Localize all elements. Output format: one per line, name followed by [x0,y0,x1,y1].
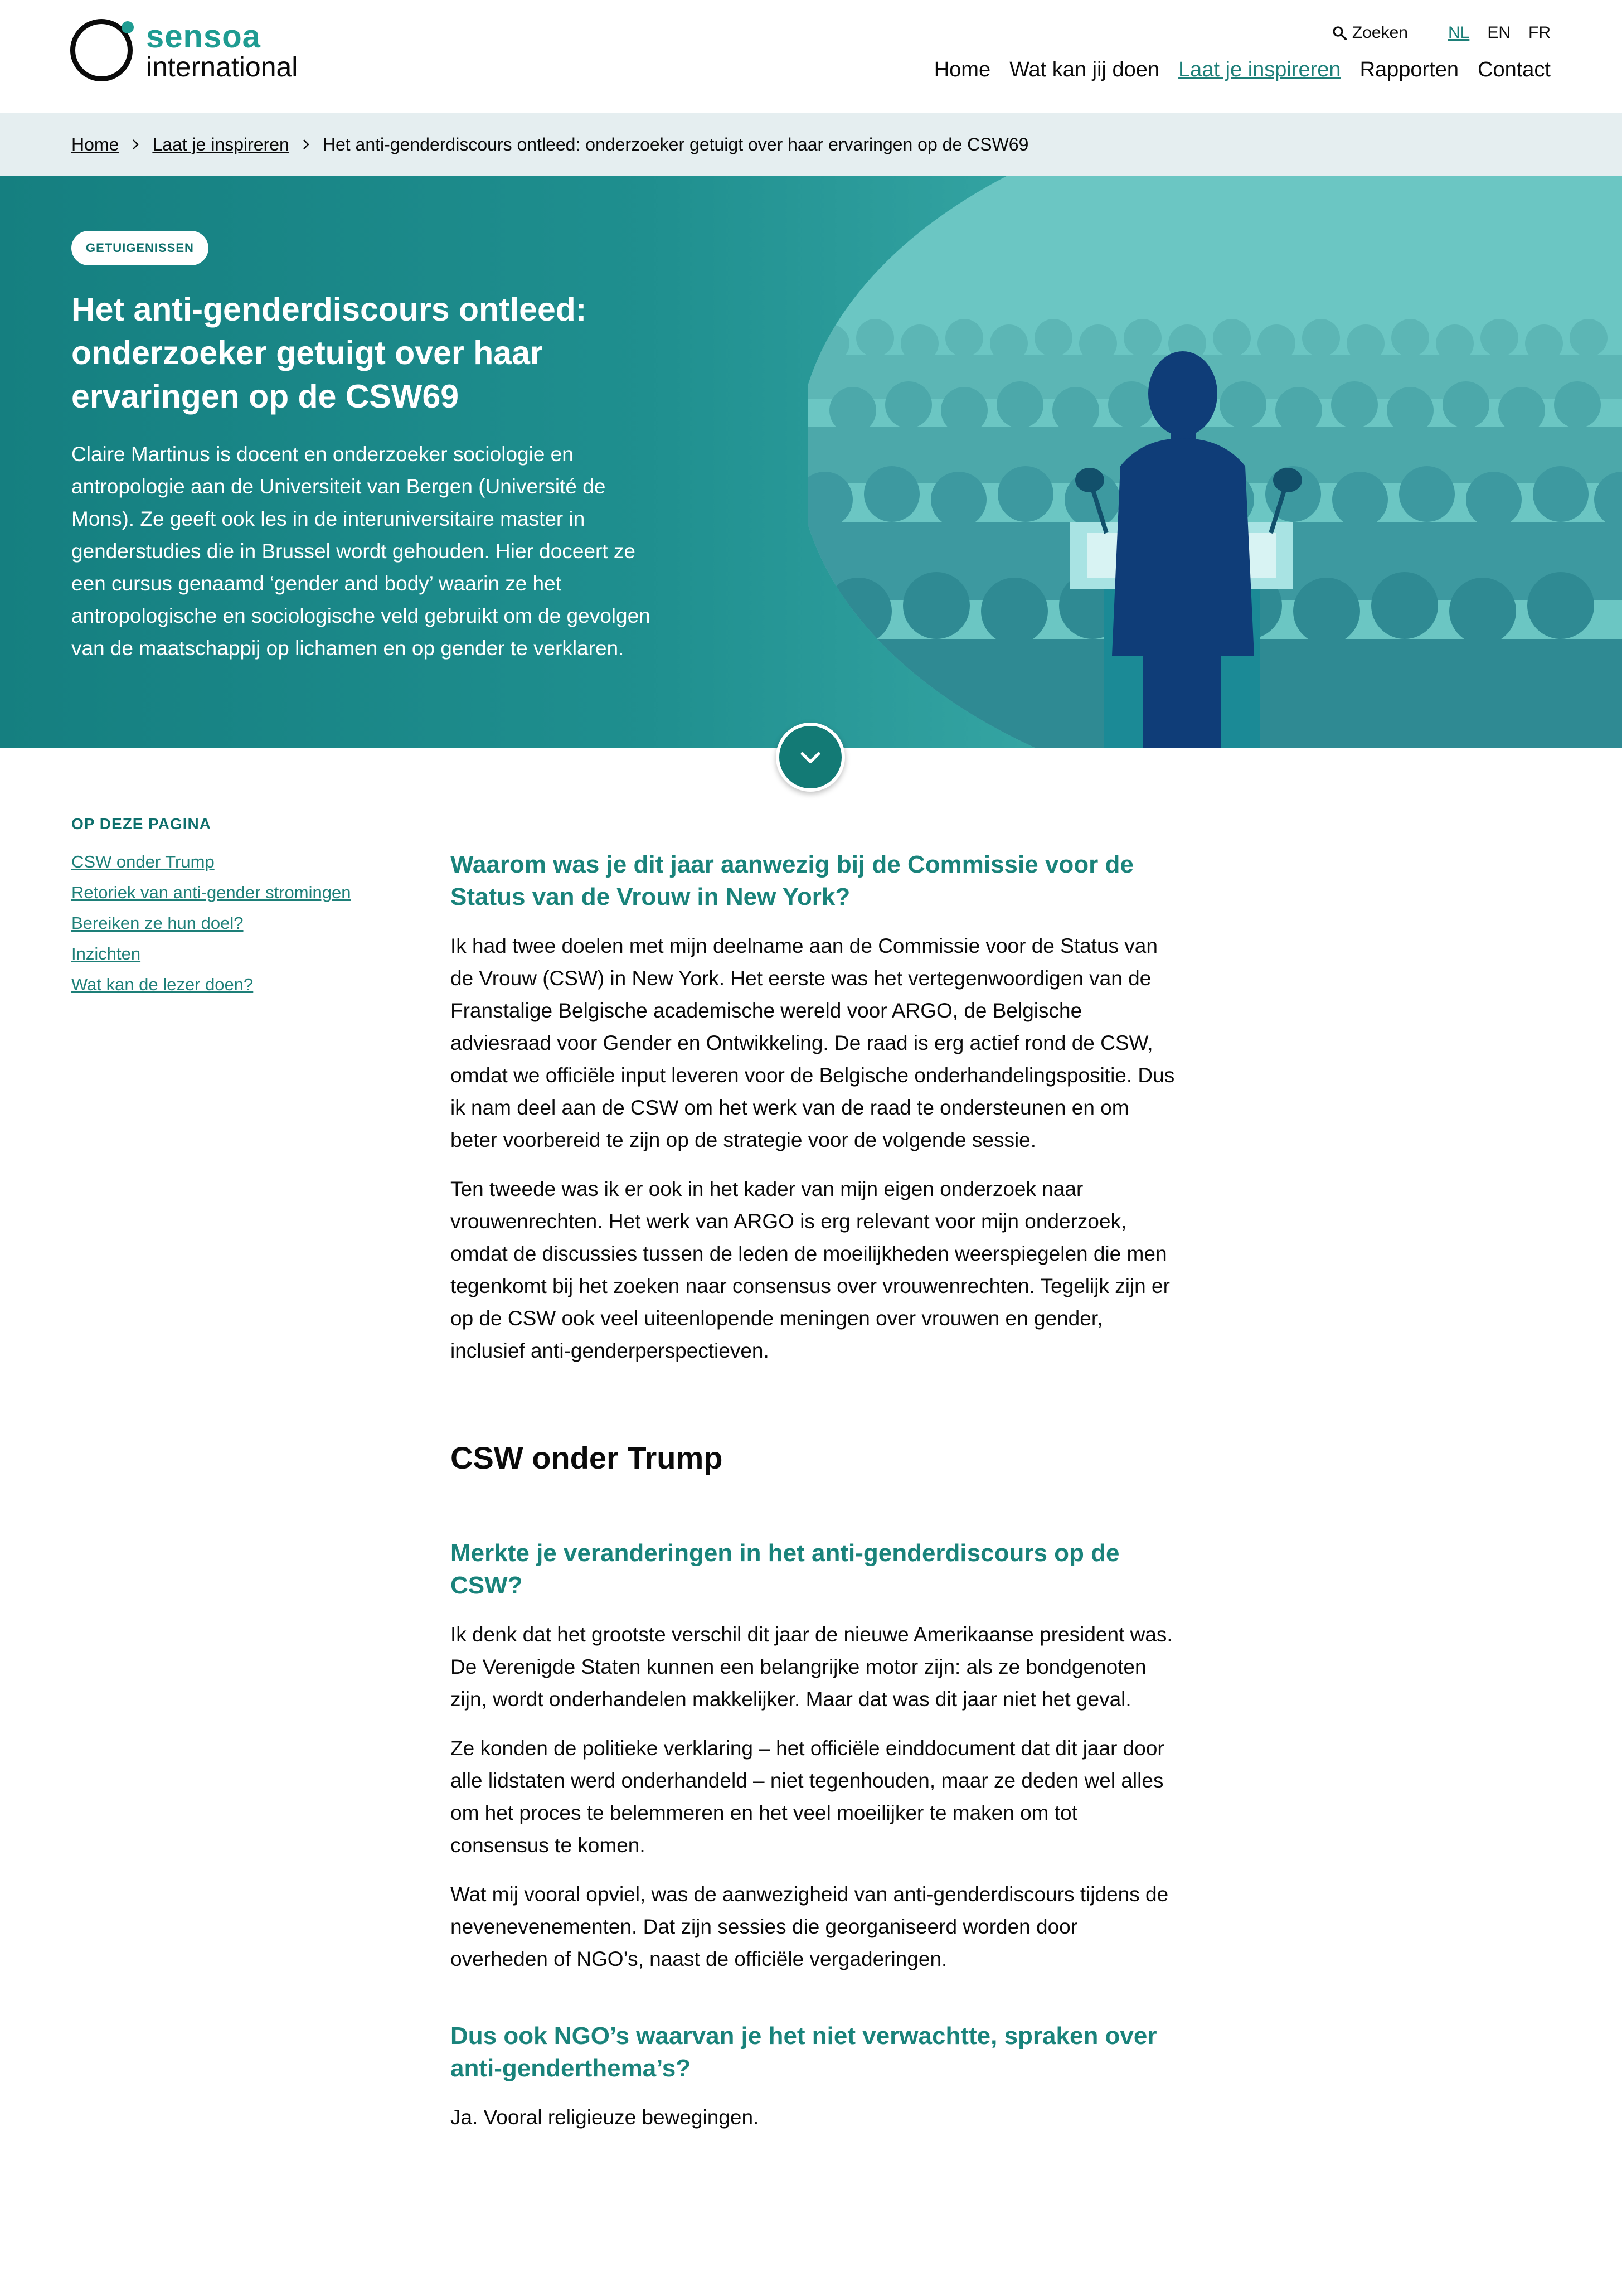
logo-wordmark-bottom: international [146,51,298,83]
nav-item-laat-je-inspireren[interactable]: Laat je inspireren [1178,58,1341,81]
nav-item-contact[interactable]: Contact [1478,58,1551,81]
breadcrumb-home[interactable]: Home [71,134,119,154]
paragraph: Ik had twee doelen met mijn deelname aan de Commissie voor de Status van de Vrouw (CSW) in New York. Het eerste was het vertegenwoordigen van de Franstalige Belgische academische wereld voor ARGO, de Belgische adviesraad voor Gender en Ontwikkeling. De raad is erg actief rond de CSW, omdat we officiële input leveren voor de Belgische onderhandelingspositie. Dus ik nam deel aan de CSW om het werk van de raad te ondersteunen en om beter voorbereid te zijn op de strategie voor de volgende sessie. [450,934,1175,1151]
nav-item-rapporten[interactable]: Rapporten [1359,58,1459,81]
section-heading-csw-onder-trump: CSW onder Trump [450,1440,723,1475]
paragraph: Ik denk dat het grootste verschil dit jaar de nieuwe Amerikaanse president was. De Verenigde Staten kunnen een belangrijke motor zijn: als ze bondgenoten zijn, wordt onderhandelen makkelijker. Maar dat was dit jaar niet het geval. [450,1623,1173,1711]
main-content [0,748,1622,2286]
toc-link-retoriek[interactable]: Retoriek van anti-gender stromingen [71,883,351,902]
hero-text [71,231,668,665]
toc-heading: OP DEZE PAGINA [71,815,212,832]
list-item [71,913,417,933]
category-badge[interactable]: GETUIGENISSEN [71,231,208,265]
paragraph: Ten tweede was ik er ook in het kader van mijn eigen onderzoek naar vrouwenrechten. Het werk van ARGO is erg relevant voor mijn onderzoek, omdat de discussies tussen de leden de moeilijkheden weerspiegelen die men tegenkomt bij het zoeken naar consensus over vrouwenrechten. Tegelijk zijn er op de CSW ook veel uiteenlopende meningen over vrouwen en gender, inclusief anti-genderperspectieven. [450,1178,1170,1362]
hero [0,176,1622,748]
list-item [71,883,417,903]
logo-dot-icon [122,21,134,33]
nav-item-home[interactable]: Home [934,58,991,81]
chevron-right-icon [299,138,313,151]
question-heading: Merkte je veranderingen in het anti-genderdiscours op de CSW? [450,1539,1120,1599]
toc-link-csw-onder-trump[interactable]: CSW onder Trump [71,852,215,871]
chevron-right-icon [129,138,142,151]
toc-link-bereiken-ze-hun-doel[interactable]: Bereiken ze hun doel? [71,913,244,933]
list-item [71,944,417,964]
site-header [0,0,1622,113]
paragraph: Ja. Vooral religieuze bewegingen. [450,2106,759,2129]
toc-link-wat-kan-de-lezer-doen[interactable]: Wat kan de lezer doen? [71,975,254,994]
language-fr[interactable]: FR [1528,23,1551,42]
list-item [71,975,417,995]
search-label: Zoeken [1352,23,1408,42]
article-body [450,849,1175,2150]
logo-wordmark-top: sensoa [146,18,261,55]
language-nl[interactable]: NL [1448,23,1470,42]
scroll-down-button[interactable] [776,723,845,792]
toc-link-inzichten[interactable]: Inzichten [71,944,141,963]
page-title: Het anti-genderdiscours ontleed: onderzoeker getuigt over haar ervaringen op de CSW69 [71,291,587,415]
utility-bar [1331,23,1551,42]
nav-item-wat-kan-jij-doen[interactable]: Wat kan jij doen [1009,58,1160,81]
chevron-down-icon [797,743,824,771]
breadcrumb [0,113,1622,176]
hero-intro: Claire Martinus is docent en onderzoeker sociologie en antropologie aan de Universiteit van Bergen (Université de Mons). Ze geeft ook les in de interuniversitaire master in genderstudies die in Brussel wordt gehouden. Hier doceert ze een cursus genaamd ‘gender and body’ waarin ze het antropologische en sociologische veld gebruikt om de gevolgen van de maatschappij op lichamen en op gender te verklaren. [71,443,650,660]
main-nav [934,58,1551,82]
list-item [71,852,417,872]
sensoa-logo[interactable] [70,17,304,89]
breadcrumb-laat-je-inspireren[interactable]: Laat je inspireren [152,134,289,154]
question-heading: Dus ook NGO’s waarvan je het niet verwachtte, spraken over anti-genderthema’s? [450,2022,1157,2082]
search-button[interactable] [1331,23,1408,42]
question-heading: Waarom was je dit jaar aanwezig bij de Commissie voor de Status van de Vrouw in New York? [450,851,1134,910]
paragraph: Wat mij vooral opviel, was de aanwezigheid van anti-genderdiscours tijdens de nevenevenementen. Dat zijn sessies die georganiseerd worden door overheden of NGO’s, naast de officiële vergaderingen. [450,1883,1169,1970]
language-en[interactable]: EN [1487,23,1511,42]
speaker-illustration [808,176,1622,748]
breadcrumb-current: Het anti-genderdiscours ontleed: onderzoeker getuigt over haar ervaringen op de CSW69 [322,134,1029,154]
search-icon [1331,25,1348,41]
paragraph: Ze konden de politieke verklaring – het officiële einddocument dat dit jaar door alle lidstaten werd onderhandeld – niet tegenhouden, maar ze deden wel alles om het proces te belemmeren en het veel moeilijker te maken om tot consensus te komen. [450,1737,1164,1857]
table-of-contents [71,815,417,1005]
toc-list [71,852,417,995]
